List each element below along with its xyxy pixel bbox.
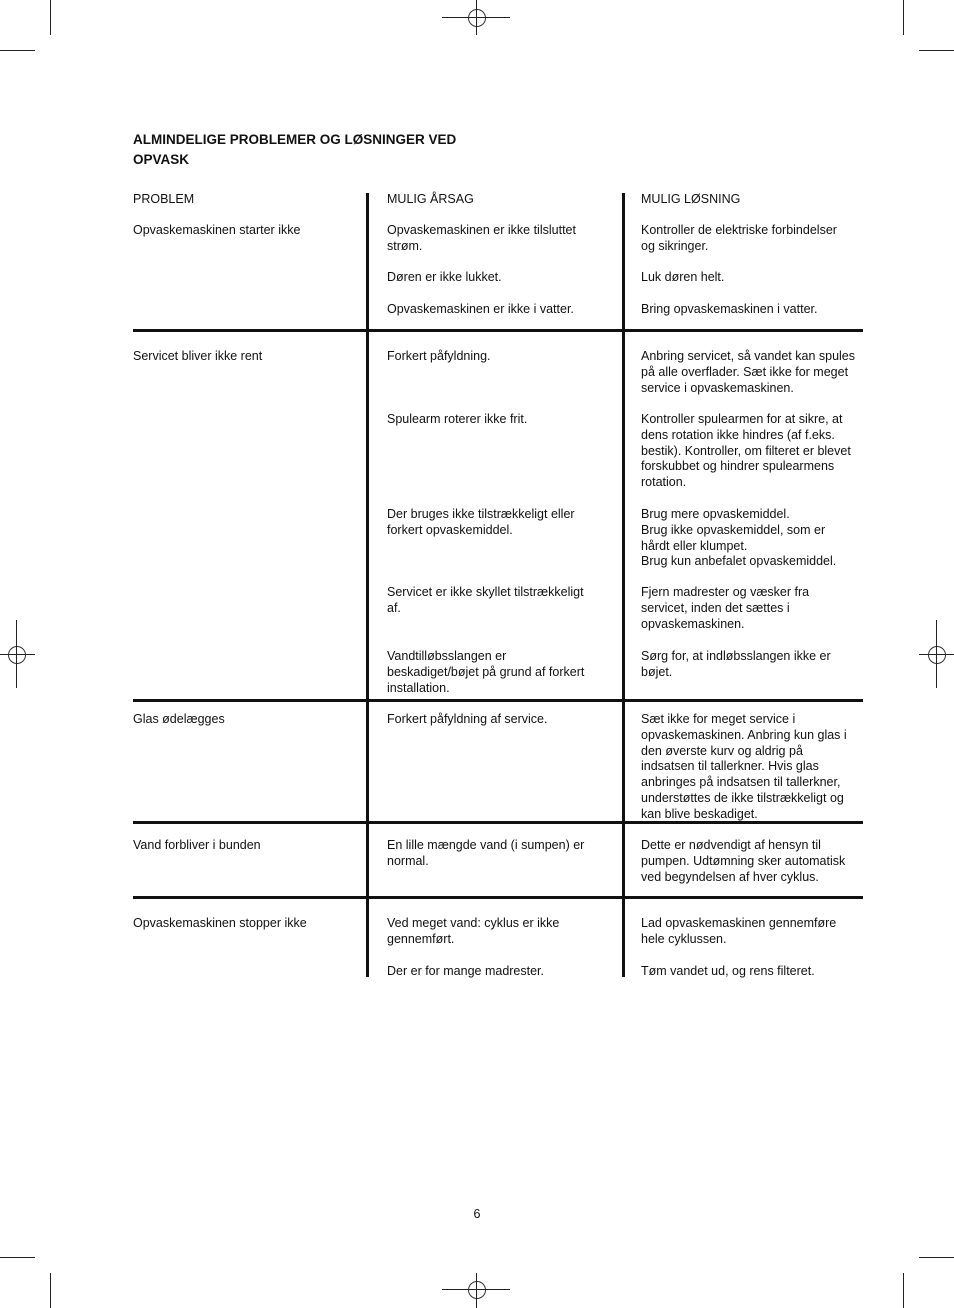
cause-cell: Der bruges ikke tilstrækkeligt eller forkert opvaskemiddel. (387, 507, 575, 537)
cause-cell: Døren er ikke lukket. (387, 270, 502, 284)
cause-cell: Opvaskemaskinen er ikke i vatter. (387, 302, 574, 316)
cause-cell: Forkert påfyldning. (387, 349, 491, 363)
solution-cell: Anbring servicet, så vandet kan spules på alle overflader. Sæt ikke for meget service i opvaskemaskinen. (641, 349, 856, 395)
solution-cell: Brug mere opvaskemiddel. Brug ikke opvaskemiddel, som er hårdt eller klumpet. Brug kun anbefalet opvaskemiddel. (641, 507, 837, 569)
solution-cell: Sørg for, at indløbsslangen ikke er bøjet. (641, 649, 831, 679)
row-separator (133, 329, 863, 332)
solution-cell: Kontroller de elektriske forbindelser og sikringer. (641, 223, 837, 253)
cause-cell: En lille mængde vand (i sumpen) er normal. (387, 838, 585, 868)
crop-mark (0, 1257, 35, 1258)
solution-cell: Kontroller spulearmen for at sikre, at dens rotation ikke hindres (af f.eks. bestik). Kontroller, om filteret er blevet forskubbet og hindrer spulearmens rotation. (641, 412, 851, 490)
problem-cell: Glas ødelægges (133, 712, 225, 726)
registration-mark (928, 646, 946, 664)
crop-mark (50, 0, 51, 35)
cause-cell: Spulearm roterer ikke frit. (387, 412, 528, 426)
problem-cell: Servicet bliver ikke rent (133, 349, 263, 363)
solution-cell: Fjern madrester og væsker fra servicet, inden det sættes i opvaskemaskinen. (641, 585, 810, 631)
cause-cell: Forkert påfyldning af service. (387, 712, 548, 726)
registration-mark (468, 1281, 486, 1299)
cause-cell: Servicet er ikke skyllet tilstrækkeligt af. (387, 585, 584, 615)
header-solution: MULIG LØSNING (641, 192, 741, 206)
registration-mark (0, 654, 35, 655)
registration-mark (936, 620, 937, 688)
column-divider (366, 193, 369, 977)
solution-cell: Sæt ikke for meget service i opvaskemaskinen. Anbring kun glas i den øverste kurv og aldrig på indsatsen til tallerkner. Hvis glas anbringes på indsatsen til tallerkner, understøttes de ikke tilstrækkeligt og kan blive beskadiget. (641, 712, 847, 821)
solution-cell: Tøm vandet ud, og rens filteret. (641, 964, 815, 978)
crop-mark (903, 1273, 904, 1308)
crop-mark (0, 50, 35, 51)
page-number: 6 (473, 1207, 481, 1221)
registration-mark (16, 620, 17, 688)
crop-mark (903, 0, 904, 35)
cause-cell: Ved meget vand: cyklus er ikke gennemført. (387, 916, 560, 946)
registration-mark (476, 1273, 477, 1308)
cause-cell: Opvaskemaskinen er ikke tilsluttet strøm. (387, 223, 576, 253)
crop-mark (50, 1273, 51, 1308)
column-divider (622, 193, 625, 977)
header-cause: MULIG ÅRSAG (387, 192, 474, 206)
problem-cell: Opvaskemaskinen starter ikke (133, 223, 301, 237)
crop-mark (919, 50, 954, 51)
crop-mark (919, 1257, 954, 1258)
registration-mark (476, 0, 477, 35)
solution-cell: Bring opvaskemaskinen i vatter. (641, 302, 818, 316)
row-separator (133, 896, 863, 899)
cause-cell: Der er for mange madrester. (387, 964, 545, 978)
solution-cell: Luk døren helt. (641, 270, 725, 284)
row-separator (133, 699, 863, 702)
problem-cell: Opvaskemaskinen stopper ikke (133, 916, 307, 930)
solution-cell: Lad opvaskemaskinen gennemføre hele cyklussen. (641, 916, 837, 946)
registration-mark (8, 646, 26, 664)
problem-cell: Vand forbliver i bunden (133, 838, 261, 852)
registration-mark (468, 9, 486, 27)
header-problem: PROBLEM (133, 192, 195, 206)
solution-cell: Dette er nødvendigt af hensyn til pumpen. Udtømning sker automatisk ved begyndelsen af hver cyklus. (641, 838, 846, 884)
page-title: ALMINDELIGE PROBLEMER OG LØSNINGER VED OPVASK (133, 132, 457, 167)
cause-cell: Vandtilløbsslangen er beskadiget/bøjet på grund af forkert installation. (387, 649, 585, 695)
